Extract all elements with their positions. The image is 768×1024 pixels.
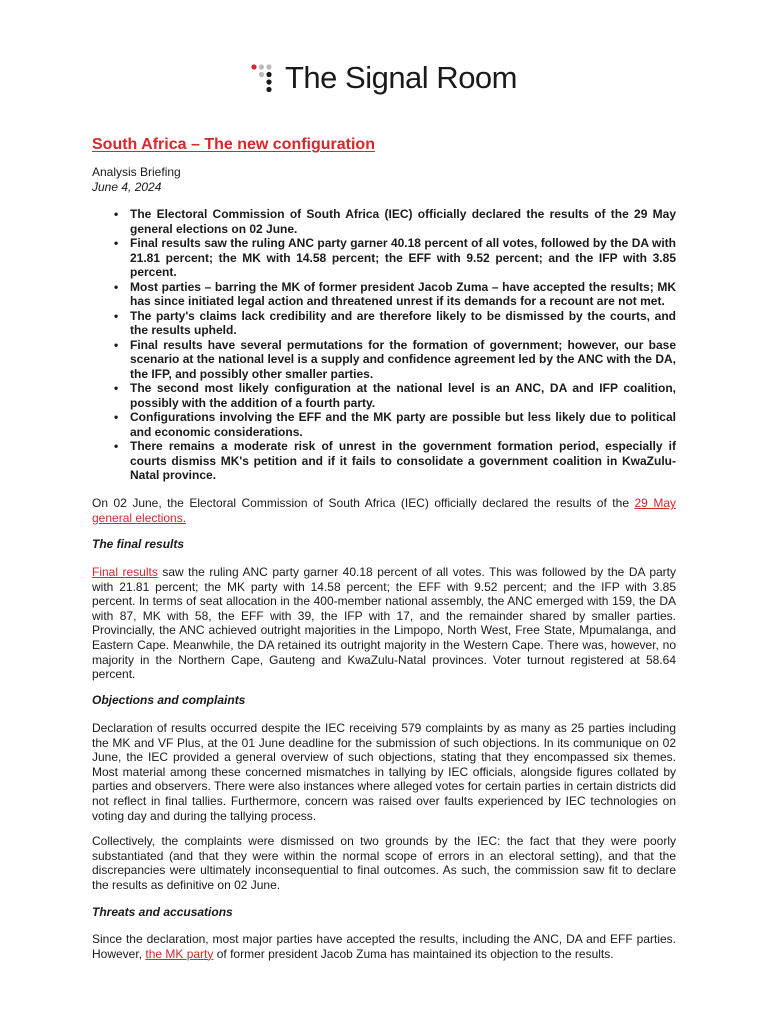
key-points-list bbox=[110, 207, 676, 483]
section-heading-objections: Objections and complaints bbox=[92, 693, 246, 707]
key-point: • There remains a moderate risk of unrest in the government formation period, especially if courts dismiss MK's petition and if it fails to consolidate a government coalition in KwaZulu-Natal province. bbox=[110, 439, 676, 483]
threats-text-before: Since the declaration, most major parties have accepted the results, including the ANC, DA and EFF parties. However, bbox=[92, 932, 676, 961]
threats-text-after: of former president Jacob Zuma has maintained its objection to the results. bbox=[213, 946, 614, 961]
key-point: • The Electoral Commission of South Africa (IEC) officially declared the results of the 29 May general elections on 02 June. bbox=[110, 207, 676, 236]
briefing-type: Analysis Briefing bbox=[92, 165, 181, 179]
section-heading-threats: Threats and accusations bbox=[92, 905, 233, 919]
key-point: • The party's claims lack credibility and are therefore likely to be dismissed by the courts, and the results upheld. bbox=[110, 309, 676, 338]
signal-dots-icon bbox=[251, 64, 275, 92]
objections-paragraph-2: Collectively, the complaints were dismissed on two grounds by the IEC: the fact that they were poorly substantiated (and that they were within the normal scope of errors in an electoral setting), and that the discrepancies were ultimately inconsequential to final outcomes. As such, the commission saw fit to declare the results as definitive on 02 June. bbox=[92, 834, 676, 892]
general-elections-link[interactable]: 29 May general elections. bbox=[92, 496, 676, 525]
logo bbox=[251, 62, 517, 93]
intro-text: On 02 June, the Electoral Commission of South Africa (IEC) officially declared the results of the bbox=[92, 496, 635, 510]
key-point: • Final results saw the ruling ANC party garner 40.18 percent of all votes, followed by the DA with 21.81 percent; the MK with 14.58 percent; the EFF with 9.52 percent; and the IFP with 3.85 percent. bbox=[110, 236, 676, 280]
key-point: • Configurations involving the EFF and the MK party are possible but less likely due to political and economic considerations. bbox=[110, 410, 676, 439]
objections-paragraph-1: Declaration of results occurred despite the IEC receiving 579 complaints by as many as 25 parties including the MK and VF Plus, at the 01 June deadline for the submission of such objections. In its communique on 02 June, the IEC provided a general overview of such objections, stating that they encompassed six themes. Most material among these concerned mismatches in tallying by IEC officials, alongside figures collated by parties and observers. There were also instances where alleged votes for certain parties in certain districts did not reflect in final tallies. Furthermore, concern was raised over faults experienced by IEC technologies on voting day and during the tallying process. bbox=[92, 721, 676, 823]
key-point: • Final results have several permutations for the formation of government; however, our base scenario at the national level is a supply and confidence agreement led by the ANC with the DA, the IFP, and possibly other smaller parties. bbox=[110, 338, 676, 382]
briefing-date: June 4, 2024 bbox=[92, 180, 162, 194]
key-point: • The second most likely configuration at the national level is an ANC, DA and IFP coalition, possibly with the addition of a fourth party. bbox=[110, 381, 676, 410]
final-results-link[interactable]: Final results bbox=[92, 565, 158, 579]
section-heading-final-results: The final results bbox=[92, 537, 185, 551]
intro-paragraph bbox=[92, 496, 676, 525]
final-results-text: saw the ruling ANC party garner 40.18 percent of all votes. This was followed by the DA party with 21.81 percent; the MK party with 14.58 percent; the EFF with 9.52 percent; and the IFP with 3.85 percent. In terms of seat allocation in the 400-member national assembly, the ANC emerged with 159, the DA with 87, MK with 58, the EFF with 39, the IFP with 17, and the remainder shared by smaller parties. Provincially, the ANC achieved outright majorities in the Limpopo, North West, Free State, Mpumalanga, and Eastern Cape. Meanwhile, the DA retained its outright majority in the Western Cape. There was, however, no majority in the Northern Cape, Gauteng and KwaZulu-Natal provinces. Voter turnout registered at 58.64 percent. bbox=[92, 565, 676, 682]
logo-text: The Signal Room bbox=[284, 60, 517, 95]
final-results-paragraph bbox=[92, 565, 676, 682]
logo-row bbox=[0, 62, 768, 93]
threats-paragraph bbox=[92, 932, 676, 961]
briefing-title-link[interactable]: South Africa – The new configuration bbox=[92, 136, 375, 153]
mk-party-link[interactable]: the MK party bbox=[145, 946, 214, 961]
key-point: • Most parties – barring the MK of former president Jacob Zuma – have accepted the results; MK has since initiated legal action and threatened unrest if its demands for a recount are not met. bbox=[110, 280, 676, 309]
